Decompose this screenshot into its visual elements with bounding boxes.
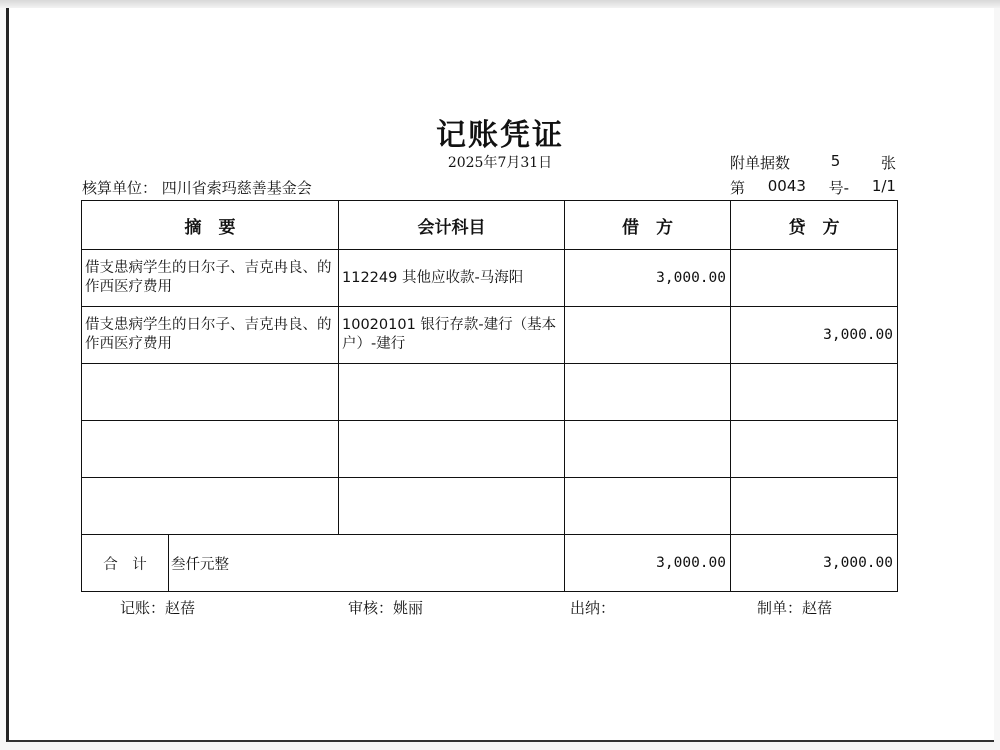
row-credit	[731, 250, 898, 307]
header-debit: 借 方	[565, 201, 731, 250]
row-summary	[82, 364, 339, 421]
attachments-count: 5	[830, 152, 841, 170]
footer-preparer: 制单：赵蓓	[757, 599, 833, 617]
row-credit	[731, 478, 898, 535]
row-debit	[565, 421, 731, 478]
total-credit: 3,000.00	[731, 535, 898, 592]
row-debit	[565, 478, 731, 535]
row-summary: 借支患病学生的日尔子、吉克冉良、的作西医疗费用	[82, 307, 339, 364]
header-account: 会计科目	[339, 201, 565, 250]
total-row	[82, 535, 898, 592]
voucher-suffix: 号-	[828, 179, 850, 197]
row-credit: 3,000.00	[731, 307, 898, 364]
table-row	[82, 250, 898, 307]
row-summary: 借支患病学生的日尔子、吉克冉良、的作西医疗费用	[82, 250, 339, 307]
row-account: 10020101 银行存款-建行（基本户）-建行	[339, 307, 565, 364]
attachments-info	[730, 152, 896, 173]
row-credit	[731, 421, 898, 478]
row-debit: 3,000.00	[565, 250, 731, 307]
total-label: 合 计	[82, 535, 169, 592]
unit-name: 四川省索玛慈善基金会	[161, 179, 312, 197]
footer-cashier: 出纳：	[570, 599, 616, 617]
table-row	[82, 364, 898, 421]
attachments-unit: 张	[880, 154, 896, 172]
total-amount-in-words: 叁仟元整	[169, 535, 565, 592]
table-header-row	[82, 201, 898, 250]
voucher-table	[81, 200, 898, 592]
row-account	[339, 478, 565, 535]
row-summary	[82, 421, 339, 478]
voucher-number-value: 0043	[767, 177, 806, 195]
header-credit: 贷 方	[731, 201, 898, 250]
attachments-label: 附单据数	[730, 154, 791, 172]
table-row	[82, 307, 898, 364]
row-credit	[731, 364, 898, 421]
row-summary	[82, 478, 339, 535]
row-debit	[565, 307, 731, 364]
footer-bookkeeper: 记账：赵蓓	[120, 599, 196, 617]
accounting-unit	[82, 177, 312, 198]
voucher-number	[730, 177, 896, 198]
total-debit: 3,000.00	[565, 535, 731, 592]
row-account	[339, 364, 565, 421]
voucher-date: 2025年7月31日	[447, 155, 553, 171]
table-row	[82, 478, 898, 535]
row-account: 112249 其他应收款-马海阳	[339, 250, 565, 307]
scan-top-edge	[0, 0, 1000, 8]
voucher-prefix: 第	[730, 179, 746, 197]
footer-reviewer: 审核：姚丽	[348, 599, 424, 617]
row-debit	[565, 364, 731, 421]
header-summary: 摘 要	[82, 201, 339, 250]
voucher-page: 1/1	[871, 177, 896, 195]
row-account	[339, 421, 565, 478]
unit-label: 核算单位：	[82, 179, 158, 197]
voucher-title: 记账凭证	[436, 118, 564, 153]
table-row	[82, 421, 898, 478]
